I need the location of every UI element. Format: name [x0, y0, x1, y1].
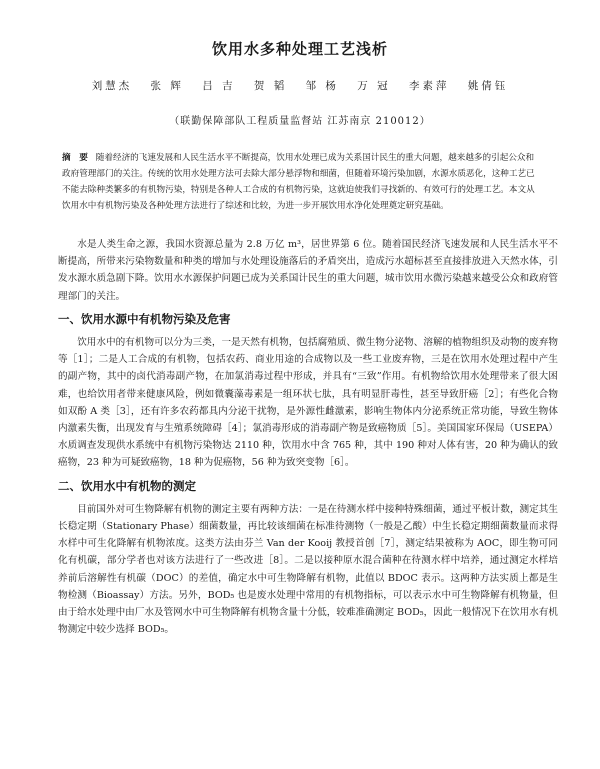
affiliation: （联勤保障部队工程质量监督站 江苏南京 210012） [169, 116, 431, 127]
abstract [62, 150, 542, 214]
section-1-paragraph: 饮用水中的有机物可以分为三类，一是天然有机物，包括腐殖质、微生物分泌物、溶解的植物组织及动物的废弃物等［1］；二是人工合成的有机物，包括农药、商业用途的合成物以及一些工业废弃物，三是在饮用水处理过程中产生的副产物，其中的卤代消毒副产物，在加氯消毒过程中形成，并具有“三致”作用。有机物给饮用水处理带来了很大困难，也给饮用者带来健康风险，例如微囊藻毒素是一组环状七肽，具有明显肝毒性，甚至导致肝癌［2］；有些化合物如双酚 A 类［3］，还有许多农药都具内分泌干扰物，是外源性雌激素，影响生物体内分泌系统正常功能，导致生物体内激素失衡，出现发育与生殖系统障碍［4］；氯消毒形成的消毒副产物是致癌物质［5］。美国国家环保局（USEPA）水质调查发现供水系统中有机物污染物达 2110 种，饮用水中含 765 种，其中 190 种对人体有害，20 种为确认的致癌物，23 种为可疑致癌物，18 种为促癌物，56 种为致突变物［6］。 [58, 337, 558, 469]
abstract-label: 摘 要 [62, 153, 88, 163]
intro-paragraph: 水是人类生命之源，我国水资源总量为 2.8 万亿 m³，居世界第 6 位。随着国民经济飞速发展和人民生活水平不断提高，所带来污染物数量和种类的增加与水处理设施落后的矛盾突出，造成污水超标甚至直接排放进入天然水体，引发水源水质急剧下降。饮用水水源保护问题已成为关系国计民生的重大问题，城市饮用水微污染越来越受公众和政府管理部门的关注。 [58, 239, 558, 302]
author-list [0, 78, 600, 93]
abstract-text: 随着经济的飞速发展和人民生活水平不断提高，饮用水处理已成为关系国计民生的重大问题，越来越多的引起公众和政府管理部门的关注。传统的饮用水处理方法可去除大部分悬浮物和细菌，但随着环境污染加剧，水源水质恶化，这种工艺已不能去除种类繁多的有机物污染，特别是各种人工合成的有机物污染，这就迫使我们寻找新的、有效可行的处理工艺。本文从饮用水中有机物污染及各种处理方法进行了综述和比较，为进一步开展饮用水净化处理奠定研究基础。 [62, 153, 535, 211]
author-name: 姚倩钰 [467, 80, 509, 92]
author-name: 张 辉 [150, 80, 184, 92]
paper-title: 饮用水多种处理工艺浅析 [211, 40, 388, 58]
section-2-paragraph: 目前国外对可生物降解有机物的测定主要有两种方法：一是在待测水样中接种特殊细菌，通过平板计数，测定其生长稳定期（Stationary Phase）细菌数量，再比较该细菌在标准待测物（一般是乙酸）中生长稳定期细菌数量而求得水样中可生化降解有机物浓度。这类方法由芬兰 Van der Kooij 教授首创［7］，测定结果被称为 AOC，即生物可同化有机碳，部分学者也对该方法进行了一些改进［8］。二是以接种原水混合菌种在待测水样中培养，通过测定水样培养前后溶解性有机碳（DOC）的差值，确定水中可生物降解有机物，此值以 BDOC 表示。这两种方法实质上都是生物检测（Bioassay）方法。另外，BOD₅ 也是废水处理中常用的有机物指标，可以表示水中可生物降解有机物量，但由于给水处理中由厂水及管网水中可生物降解有机物含量十分低，较难准确测定 BOD₅，因此一般情况下在饮用水有机物测定中较少选择 BOD₅。 [58, 503, 558, 636]
section-heading-2: 二、饮用水中有机物的测定 [58, 478, 196, 493]
author-name: 李素萍 [408, 80, 450, 92]
author-name: 万 冠 [357, 80, 391, 92]
author-name: 吕 吉 [202, 80, 236, 92]
author-name: 贺 韬 [253, 80, 288, 92]
author-name: 邹 杨 [305, 80, 339, 92]
section-heading-1: 一、饮用水源中有机物污染及危害 [58, 311, 231, 326]
author-name: 刘慧杰 [91, 80, 133, 92]
paper-body [58, 236, 558, 638]
